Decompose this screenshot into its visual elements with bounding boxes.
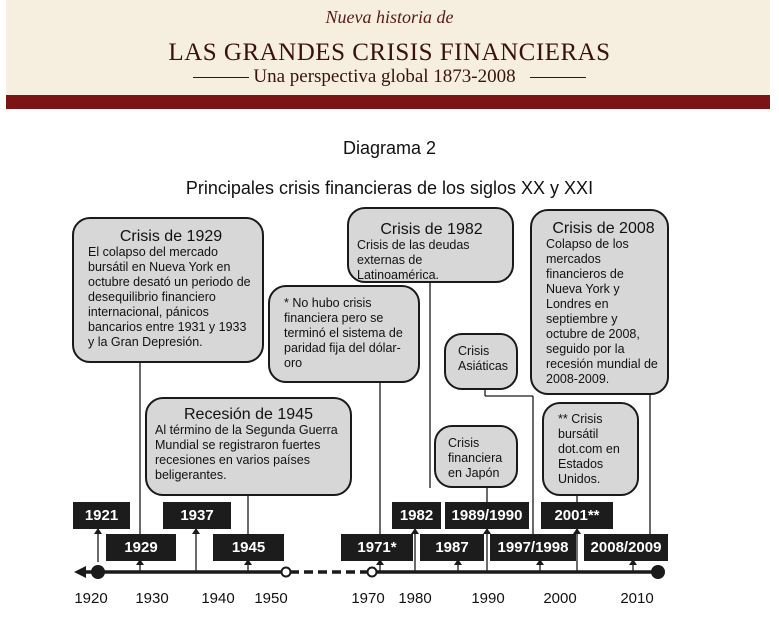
axis-tick-2010: 2010 xyxy=(620,590,654,607)
box-title: Crisis de 2008 xyxy=(552,220,655,237)
box-crisis-2008 xyxy=(530,209,669,395)
year-label-2008-2009: 2008/2009 xyxy=(584,534,668,561)
box-text: Crisis Asiáticas xyxy=(458,344,509,373)
axis-tick-1920: 1920 xyxy=(74,590,108,607)
box-crisis-1929 xyxy=(72,217,264,363)
figure-label: Diagrama 2 xyxy=(342,138,437,158)
axis-tick-1990: 1990 xyxy=(471,590,505,607)
box-crisis-1982 xyxy=(347,207,514,283)
box-text: El colapso del mercado bursátil en Nueva York en octubre desató un periodo de desequilibrio financiero internacional, pánicos bancarios entre 1931 y 1933 y la Gran Depresión. xyxy=(88,245,251,349)
figure-title: Principales crisis financieras de los siglos XX y XXI xyxy=(185,178,594,198)
box-crisis-asiaticas xyxy=(444,333,518,390)
year-label-2001: 2001** xyxy=(541,502,613,529)
year-label-1982: 1982 xyxy=(392,502,441,529)
box-text: ** Crisis bursátil dot.com en Estados Unidos. xyxy=(558,412,620,486)
year-label-1921: 1921 xyxy=(73,502,130,529)
box-crisis-dotcom xyxy=(542,402,639,496)
axis-tick-1980: 1980 xyxy=(398,590,432,607)
header-title: LAS GRANDES CRISIS FINANCIERAS xyxy=(168,39,611,66)
axis-tick-1930: 1930 xyxy=(135,590,169,607)
header-kicker: Nueva historia de xyxy=(325,7,454,27)
year-label-1989-1990: 1989/1990 xyxy=(445,502,529,529)
year-label-1937: 1937 xyxy=(163,502,231,529)
axis-tick-1940: 1940 xyxy=(201,590,235,607)
box-text: Al término de la Segunda Guerra Mundial se registraron fuertes recesiones en varios países beligerantes. xyxy=(155,423,338,482)
box-title: Crisis de 1982 xyxy=(380,221,483,238)
year-label-1945: 1945 xyxy=(213,534,284,561)
year-label-1971: 1971* xyxy=(341,534,413,561)
subtitle-text: Una perspectiva global 1873-2008 xyxy=(253,66,516,87)
box-text: Crisis de las deudas externas de Latinoamérica. xyxy=(357,238,470,282)
axis-tick-2000: 2000 xyxy=(543,590,577,607)
box-title: Recesión de 1945 xyxy=(184,406,313,423)
box-recesion-1945 xyxy=(145,397,352,496)
box-text: Colapso de los mercados financieros de Nueva York y Londres en septiembre y octubre de 2008, seguido por la recesión mundial de 2008-2009. xyxy=(546,237,658,386)
box-nota-1971 xyxy=(268,285,420,383)
axis-tick-1970: 1970 xyxy=(351,590,385,607)
box-text: Crisis financiera en Japón xyxy=(448,436,503,480)
box-crisis-japon xyxy=(434,425,518,488)
box-title: Crisis de 1929 xyxy=(119,228,223,245)
year-label-1987: 1987 xyxy=(420,534,484,561)
box-text: * No hubo crisis financiera pero se terminó el sistema de paridad fija del dólar-oro xyxy=(284,296,403,370)
axis-tick-1950: 1950 xyxy=(254,590,288,607)
year-label-1997-1998: 1997/1998 xyxy=(490,534,576,561)
year-label-1929: 1929 xyxy=(106,534,176,561)
axis-left-arrow xyxy=(74,566,86,578)
